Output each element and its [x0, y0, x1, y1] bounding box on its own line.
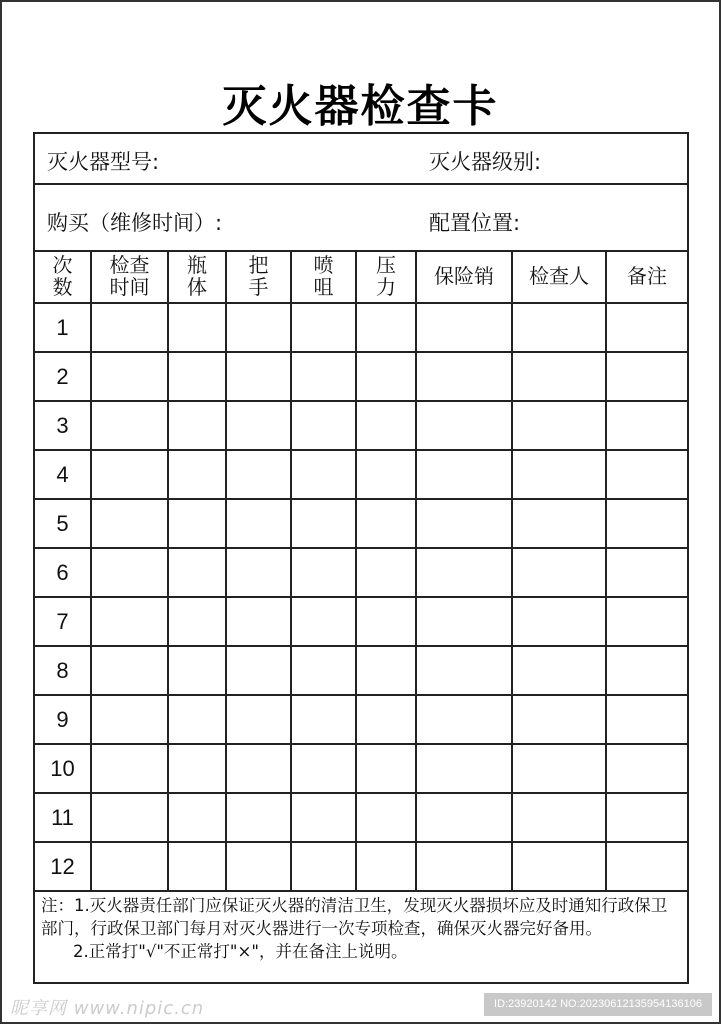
- entry-cell[interactable]: [291, 450, 356, 499]
- entry-cell[interactable]: [168, 842, 226, 891]
- header-count: 次 数: [35, 250, 91, 303]
- entry-cell[interactable]: [168, 401, 226, 450]
- entry-cell[interactable]: [512, 401, 606, 450]
- entry-cell[interactable]: [168, 303, 226, 352]
- entry-cell[interactable]: [91, 548, 168, 597]
- entry-cell[interactable]: [91, 499, 168, 548]
- entry-cell[interactable]: [416, 695, 512, 744]
- entry-cell[interactable]: [226, 548, 291, 597]
- row-number: 7: [35, 597, 91, 646]
- entry-cell[interactable]: [226, 695, 291, 744]
- entry-cell[interactable]: [291, 842, 356, 891]
- row-number: 9: [35, 695, 91, 744]
- entry-cell[interactable]: [512, 548, 606, 597]
- entry-cell[interactable]: [416, 303, 512, 352]
- row-number: 1: [35, 303, 91, 352]
- entry-cell[interactable]: [512, 646, 606, 695]
- entry-cell[interactable]: [291, 597, 356, 646]
- entry-cell[interactable]: [356, 450, 416, 499]
- row-number: 2: [35, 352, 91, 401]
- header-bottle: 瓶 体: [168, 250, 226, 303]
- entry-cell[interactable]: [226, 793, 291, 842]
- row-number: 10: [35, 744, 91, 793]
- entry-cell[interactable]: [416, 793, 512, 842]
- entry-cell[interactable]: [606, 744, 687, 793]
- entry-cell[interactable]: [356, 597, 416, 646]
- entry-cell[interactable]: [91, 646, 168, 695]
- entry-cell[interactable]: [356, 744, 416, 793]
- entry-cell[interactable]: [512, 793, 606, 842]
- table-row: [35, 401, 687, 450]
- row-number: 8: [35, 646, 91, 695]
- table-row: [35, 303, 687, 352]
- entry-cell[interactable]: [356, 303, 416, 352]
- location-label: 配置位置:: [429, 211, 521, 235]
- table-row: [35, 793, 687, 842]
- header-check-time: 检查 时间: [91, 250, 168, 303]
- entry-cell[interactable]: [226, 303, 291, 352]
- entry-cell[interactable]: [416, 450, 512, 499]
- header-remarks: 备注: [606, 250, 687, 303]
- entry-cell[interactable]: [606, 695, 687, 744]
- entry-cell[interactable]: [416, 597, 512, 646]
- entry-cell[interactable]: [291, 352, 356, 401]
- entry-cell[interactable]: [291, 744, 356, 793]
- level-label: 灭火器级别:: [429, 150, 542, 174]
- table-row: [35, 695, 687, 744]
- entry-cell[interactable]: [91, 303, 168, 352]
- entry-cell[interactable]: [291, 548, 356, 597]
- entry-cell[interactable]: [226, 352, 291, 401]
- table-row: [35, 548, 687, 597]
- entry-cell[interactable]: [512, 303, 606, 352]
- entry-cell[interactable]: [606, 597, 687, 646]
- entry-cell[interactable]: [356, 352, 416, 401]
- entry-cell[interactable]: [416, 499, 512, 548]
- entry-cell[interactable]: [291, 401, 356, 450]
- entry-cell[interactable]: [606, 303, 687, 352]
- entry-cell[interactable]: [91, 744, 168, 793]
- entry-cell[interactable]: [356, 401, 416, 450]
- table-row: [35, 646, 687, 695]
- note-1: 注：1.灭火器责任部门应保证灭火器的清洁卫生，发现灭火器损坏应及时通知行政保卫部门，行政保卫部门每月对灭火器进行一次专项检查，确保灭火器完好备用。: [41, 896, 668, 938]
- table-row: [35, 842, 687, 891]
- entry-cell[interactable]: [416, 352, 512, 401]
- row-number: 5: [35, 499, 91, 548]
- header-safety-pin: 保险销: [416, 250, 512, 303]
- info-row-purchase: [35, 185, 687, 252]
- entry-cell[interactable]: [91, 352, 168, 401]
- watermark-id: ID:23920142 NO:20230612135954136106: [484, 993, 712, 1016]
- inspection-card: [33, 132, 689, 984]
- entry-cell[interactable]: [226, 646, 291, 695]
- model-label: 灭火器型号:: [47, 150, 160, 174]
- entry-cell[interactable]: [512, 450, 606, 499]
- entry-cell[interactable]: [416, 744, 512, 793]
- entry-cell[interactable]: [168, 352, 226, 401]
- entry-cell[interactable]: [168, 499, 226, 548]
- entry-cell[interactable]: [416, 646, 512, 695]
- entry-cell[interactable]: [91, 450, 168, 499]
- entry-cell[interactable]: [291, 499, 356, 548]
- entry-cell[interactable]: [226, 744, 291, 793]
- entry-cell[interactable]: [168, 548, 226, 597]
- inspection-table: [35, 250, 687, 892]
- watermark-logo: 昵享网 www.nipic.cn: [10, 998, 205, 1019]
- purchase-label: 购买（维修时间）:: [47, 211, 223, 235]
- entry-cell[interactable]: [512, 842, 606, 891]
- table-row: [35, 352, 687, 401]
- entry-cell[interactable]: [226, 401, 291, 450]
- entry-cell[interactable]: [91, 842, 168, 891]
- entry-cell[interactable]: [291, 303, 356, 352]
- entry-cell[interactable]: [291, 793, 356, 842]
- entry-cell[interactable]: [356, 646, 416, 695]
- entry-cell[interactable]: [168, 744, 226, 793]
- table-header-row: [35, 250, 687, 303]
- entry-cell[interactable]: [291, 695, 356, 744]
- entry-cell[interactable]: [356, 842, 416, 891]
- entry-cell[interactable]: [606, 401, 687, 450]
- entry-cell[interactable]: [356, 548, 416, 597]
- row-number: 11: [35, 793, 91, 842]
- entry-cell[interactable]: [168, 793, 226, 842]
- table-body: [35, 303, 687, 891]
- row-number: 3: [35, 401, 91, 450]
- entry-cell[interactable]: [606, 842, 687, 891]
- entry-cell[interactable]: [356, 499, 416, 548]
- entry-cell[interactable]: [512, 597, 606, 646]
- header-pressure: 压 力: [356, 250, 416, 303]
- entry-cell[interactable]: [512, 744, 606, 793]
- header-inspector: 检查人: [512, 250, 606, 303]
- notes: [41, 894, 681, 963]
- entry-cell[interactable]: [606, 450, 687, 499]
- entry-cell[interactable]: [606, 548, 687, 597]
- note-2: 2.正常打"√"不正常打"×"，并在备注上说明。: [73, 942, 408, 961]
- entry-cell[interactable]: [91, 695, 168, 744]
- entry-cell[interactable]: [356, 793, 416, 842]
- entry-cell[interactable]: [291, 646, 356, 695]
- entry-cell[interactable]: [606, 793, 687, 842]
- table-row: [35, 450, 687, 499]
- entry-cell[interactable]: [226, 842, 291, 891]
- entry-cell[interactable]: [512, 695, 606, 744]
- entry-cell[interactable]: [91, 597, 168, 646]
- entry-cell[interactable]: [91, 793, 168, 842]
- row-number: 6: [35, 548, 91, 597]
- entry-cell[interactable]: [512, 499, 606, 548]
- entry-cell[interactable]: [606, 352, 687, 401]
- row-number: 4: [35, 450, 91, 499]
- entry-cell[interactable]: [606, 646, 687, 695]
- entry-cell[interactable]: [416, 548, 512, 597]
- entry-cell[interactable]: [168, 695, 226, 744]
- entry-cell[interactable]: [168, 597, 226, 646]
- header-handle: 把 手: [226, 250, 291, 303]
- entry-cell[interactable]: [91, 401, 168, 450]
- entry-cell[interactable]: [606, 499, 687, 548]
- page-title: 灭火器检查卡: [222, 81, 499, 132]
- info-row-model: [35, 134, 687, 185]
- entry-cell[interactable]: [226, 499, 291, 548]
- header-nozzle: 喷 咀: [291, 250, 356, 303]
- entry-cell[interactable]: [226, 597, 291, 646]
- table-row: [35, 597, 687, 646]
- entry-cell[interactable]: [512, 352, 606, 401]
- entry-cell[interactable]: [416, 401, 512, 450]
- entry-cell[interactable]: [168, 646, 226, 695]
- entry-cell[interactable]: [226, 450, 291, 499]
- table-row: [35, 744, 687, 793]
- row-number: 12: [35, 842, 91, 891]
- table-row: [35, 499, 687, 548]
- entry-cell[interactable]: [416, 842, 512, 891]
- entry-cell[interactable]: [168, 450, 226, 499]
- entry-cell[interactable]: [356, 695, 416, 744]
